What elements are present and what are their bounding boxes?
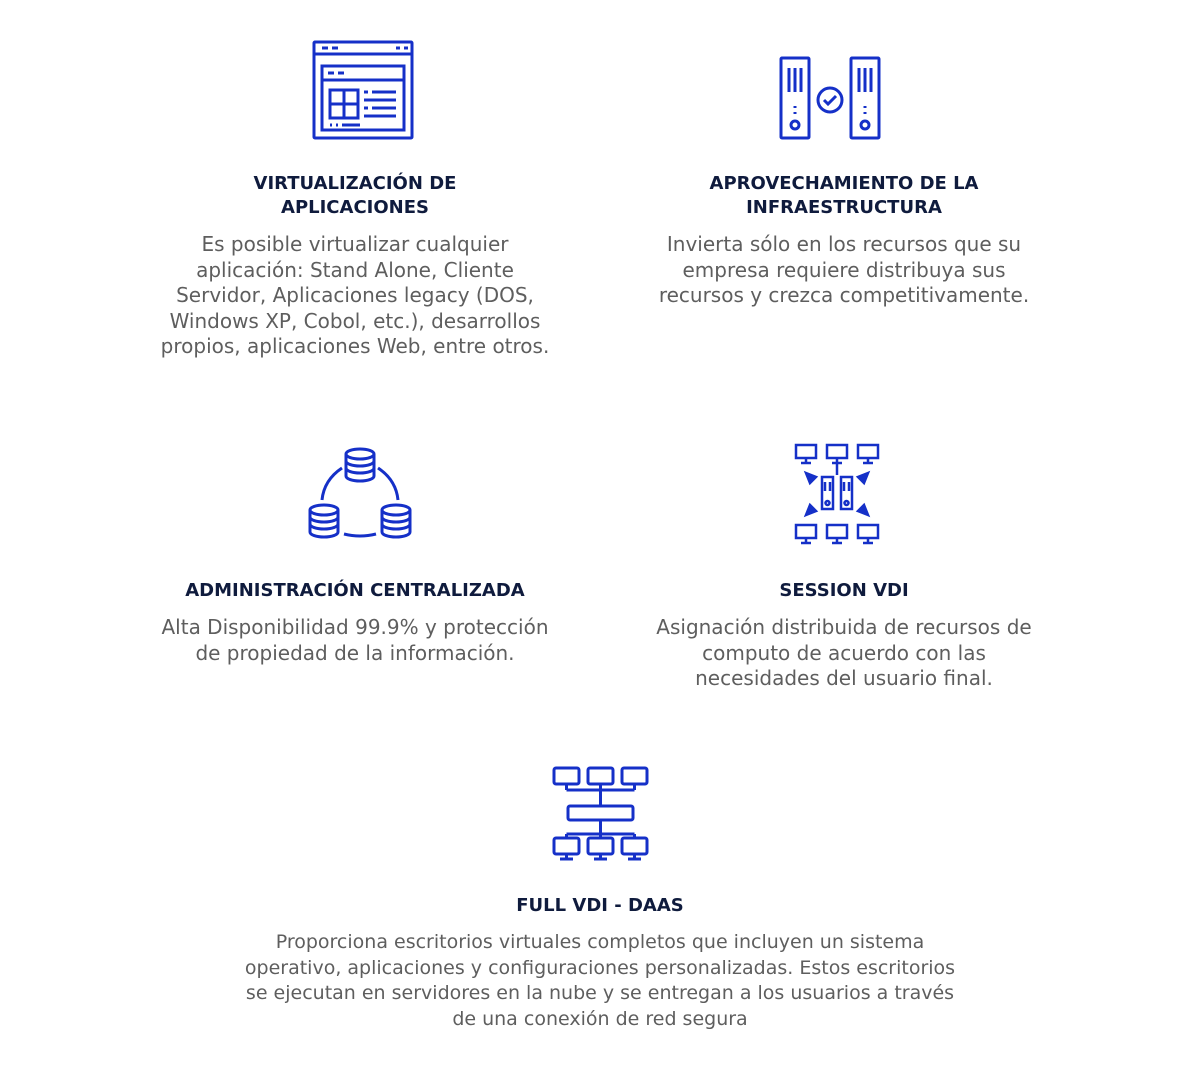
feature-title — [150, 894, 1050, 918]
title-line: FULL VDI - DAAS — [516, 895, 684, 916]
description-line: propios, aplicaciones Web, entre otros. — [160, 334, 550, 358]
description-line: recursos y crezca competitivamente. — [658, 283, 1030, 307]
feature-virtualizacion — [130, 172, 580, 360]
feature-title — [130, 172, 580, 220]
description-line: se ejecutan en servidores en la nube y se entregan a los usuarios a través — [245, 982, 955, 1004]
feature-session-vdi — [619, 579, 1069, 692]
description-line: Alta Disponibilidad 99.9% y protección — [161, 615, 549, 639]
description-line: Invierta sólo en los recursos que su — [666, 232, 1022, 256]
description-line: Proporciona escritorios virtuales completos que incluyen un sistema — [275, 931, 925, 953]
feature-aprovechamiento — [619, 172, 1069, 309]
application-window-icon — [312, 40, 414, 140]
title-line: APROVECHAMIENTO DE LA — [709, 173, 979, 194]
database-cycle-icon — [308, 446, 412, 542]
description-line: Es posible virtualizar cualquier — [201, 232, 509, 256]
title-line: INFRAESTRUCTURA — [746, 197, 942, 218]
session-vdi-icon — [794, 443, 880, 545]
description-line: computo de acuerdo con las — [702, 640, 986, 665]
feature-administracion — [130, 579, 580, 666]
feature-title — [619, 579, 1069, 603]
description-line: aplicación: Stand Alone, Cliente — [196, 257, 514, 282]
feature-description — [150, 930, 1050, 1032]
description-line: de propiedad de la información. — [195, 640, 515, 665]
title-line: ADMINISTRACIÓN CENTRALIZADA — [185, 580, 525, 601]
feature-description — [130, 615, 580, 666]
feature-title — [619, 172, 1069, 220]
feature-title — [130, 579, 580, 603]
feature-full-vdi — [150, 894, 1050, 1032]
description-line: empresa requiere distribuya sus — [682, 257, 1006, 282]
servers-check-icon — [779, 56, 881, 140]
description-line: de una conexión de red segura — [452, 1007, 748, 1030]
description-line: Servidor, Aplicaciones legacy (DOS, — [176, 283, 534, 307]
description-line: Windows XP, Cobol, etc.), desarrollos — [169, 308, 541, 333]
feature-description — [619, 232, 1069, 309]
title-line: VIRTUALIZACIÓN DE — [253, 173, 457, 194]
feature-description — [130, 232, 580, 360]
network-monitors-icon — [552, 766, 650, 862]
description-line: Asignación distribuida de recursos de — [656, 615, 1032, 639]
title-line: APLICACIONES — [281, 197, 429, 218]
feature-description — [619, 615, 1069, 692]
description-line: operativo, aplicaciones y configuraciones personalizadas. Estos escritorios — [244, 956, 956, 979]
title-line: SESSION VDI — [779, 580, 909, 601]
description-line: necesidades del usuario final. — [695, 666, 993, 690]
